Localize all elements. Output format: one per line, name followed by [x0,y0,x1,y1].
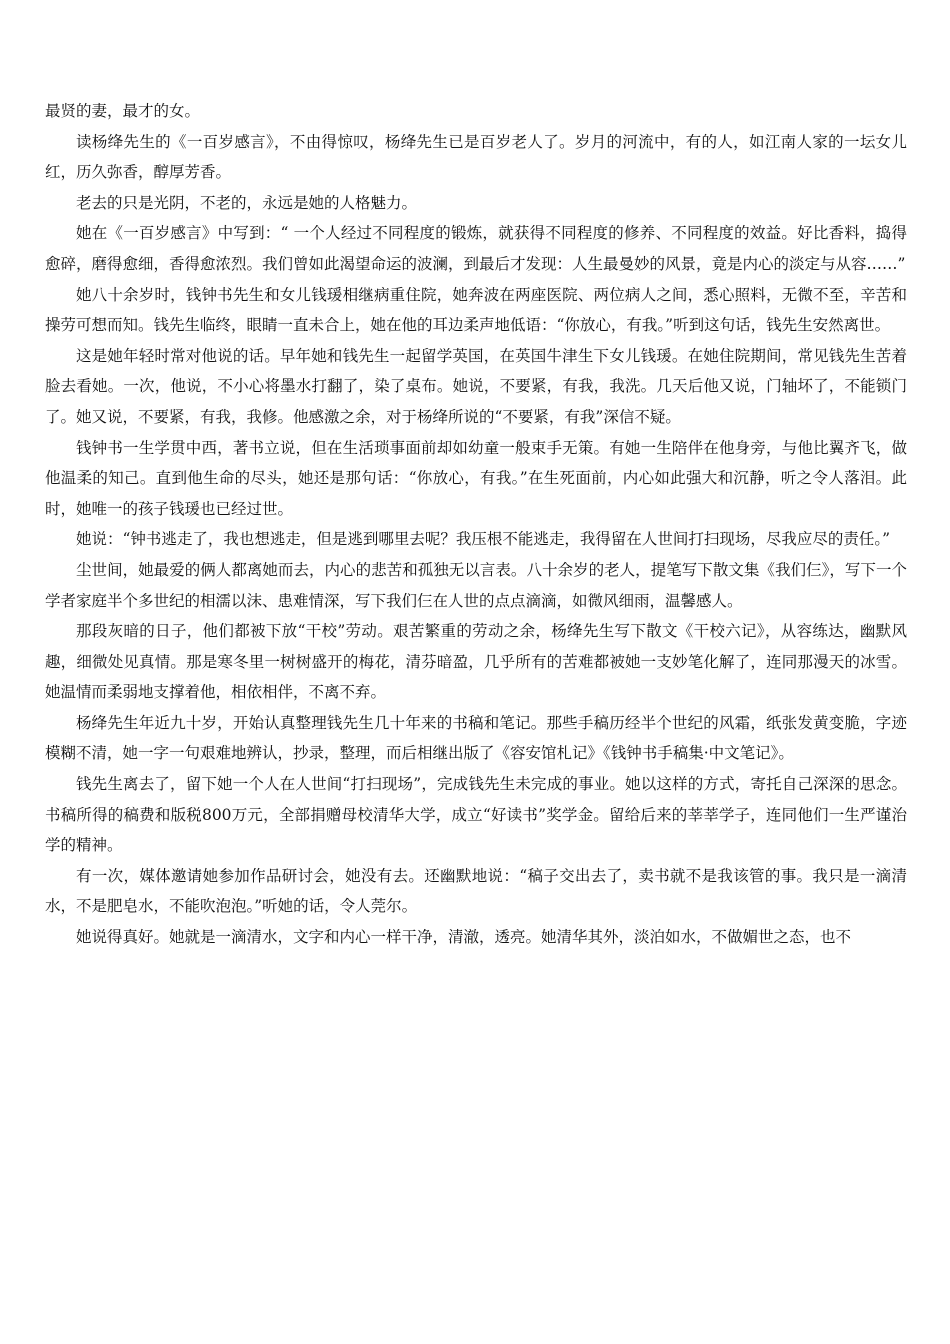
paragraph-13: 有一次，媒体邀请她参加作品研讨会，她没有去。还幽默地说：“稿子交出去了，卖书就不是我该管的事。我只是一滴清水，不是肥皂水，不能吹泡泡。”听她的话，令人莞尔。 [45,866,907,916]
paragraph-7: 钱钟书一生学贯中西，著书立说，但在生活琐事面前却如幼童一般束手无策。有她一生陪伴在他身旁，与他比翼齐飞，做他温柔的知己。直到他生命的尽头，她还是那句话：“你放心，有我。”在生死面前，内心如此强大和沉静，听之令人落泪。此时，她唯一的孩子钱瑗也已经过世。 [45,438,907,518]
paragraph-9: 尘世间，她最爱的俩人都离她而去，内心的悲苦和孤独无以言表。八十余岁的老人，提笔写下散文集《我们仨》，写下一个学者家庭半个多世纪的相濡以沫、患难情深，写下我们仨在人世的点点滴滴，如微风细雨，温馨感人。 [45,560,907,610]
paragraph-6: 这是她年轻时常对他说的话。早年她和钱先生一起留学英国，在英国牛津生下女儿钱瑗。在她住院期间，常见钱先生苦着脸去看她。一次，他说，不小心将墨水打翻了，染了桌布。她说，不要紧，有我，我洗。几天后他又说，门轴坏了，不能锁门了。她又说，不要紧，有我，我修。他感激之余，对于杨绛所说的“不要紧，有我”深信不疑。 [45,346,907,426]
paragraph-14: 她说得真好。她就是一滴清水，文字和内心一样干净，清澈，透亮。她清华其外，淡泊如水，不做媚世之态，也不 [76,928,852,947]
paragraph-3: 老去的只是光阴，不老的，永远是她的人格魅力。 [76,193,418,212]
paragraph-2: 读杨绛先生的《一百岁感言》，不由得惊叹，杨绛先生已是百岁老人了。岁月的河流中，有的人，如江南人家的一坛女儿红，历久弥香，醇厚芳香。 [45,132,907,182]
paragraph-1: 最贤的妻，最才的女。 [45,102,201,120]
paragraph-8: 她说：“钟书逃走了，我也想逃走，但是逃到哪里去呢？我压根不能逃走，我得留在人世间打扫现场，尽我应尽的责任。” [76,530,891,549]
article-body [45,96,907,953]
paragraph-4: 她在《一百岁感言》中写到：“ 一个人经过不同程度的锻炼，就获得不同程度的修养、不同程度的效益。好比香料，捣得愈碎，磨得愈细，香得愈浓烈。我们曾如此渴望命运的波澜，到最后才发现：人生最曼妙的风景，竟是内心的淡定与从容……” [45,224,907,273]
paragraph-12: 钱先生离去了，留下她一个人在人世间“打扫现场”，完成钱先生未完成的事业。她以这样的方式，寄托自己深深的思念。书稿所得的稿费和版税800万元，全部捐赠母校清华大学，成立“好读书”奖学金。留给后来的莘莘学子，连同他们一生严谨治学的精神。 [45,775,907,855]
paragraph-10: 那段灰暗的日子，他们都被下放“干校”劳动。艰苦繁重的劳动之余，杨绛先生写下散文《干校六记》，从容练达，幽默风趣，细微处见真情。那是寒冬里一树树盛开的梅花，清芬暗盈，几乎所有的苦难都被她一支妙笔化解了，连同那漫天的冰雪。她温情而柔弱地支撑着他，相依相伴，不离不弃。 [45,622,907,702]
paragraph-11: 杨绛先生年近九十岁，开始认真整理钱先生几十年来的书稿和笔记。那些手稿历经半个世纪的风霜，纸张发黄变脆，字迹模糊不清，她一字一句艰难地辨认，抄录，整理，而后相继出版了《容安馆札记》《钱钟书手稿集·中文笔记》。 [45,713,907,763]
paragraph-5: 她八十余岁时，钱钟书先生和女儿钱瑗相继病重住院，她奔波在两座医院、两位病人之间，悉心照料，无微不至，辛苦和操劳可想而知。钱先生临终，眼睛一直未合上，她在他的耳边柔声地低语：“你放心，有我。”听到这句话，钱先生安然离世。 [45,285,907,335]
